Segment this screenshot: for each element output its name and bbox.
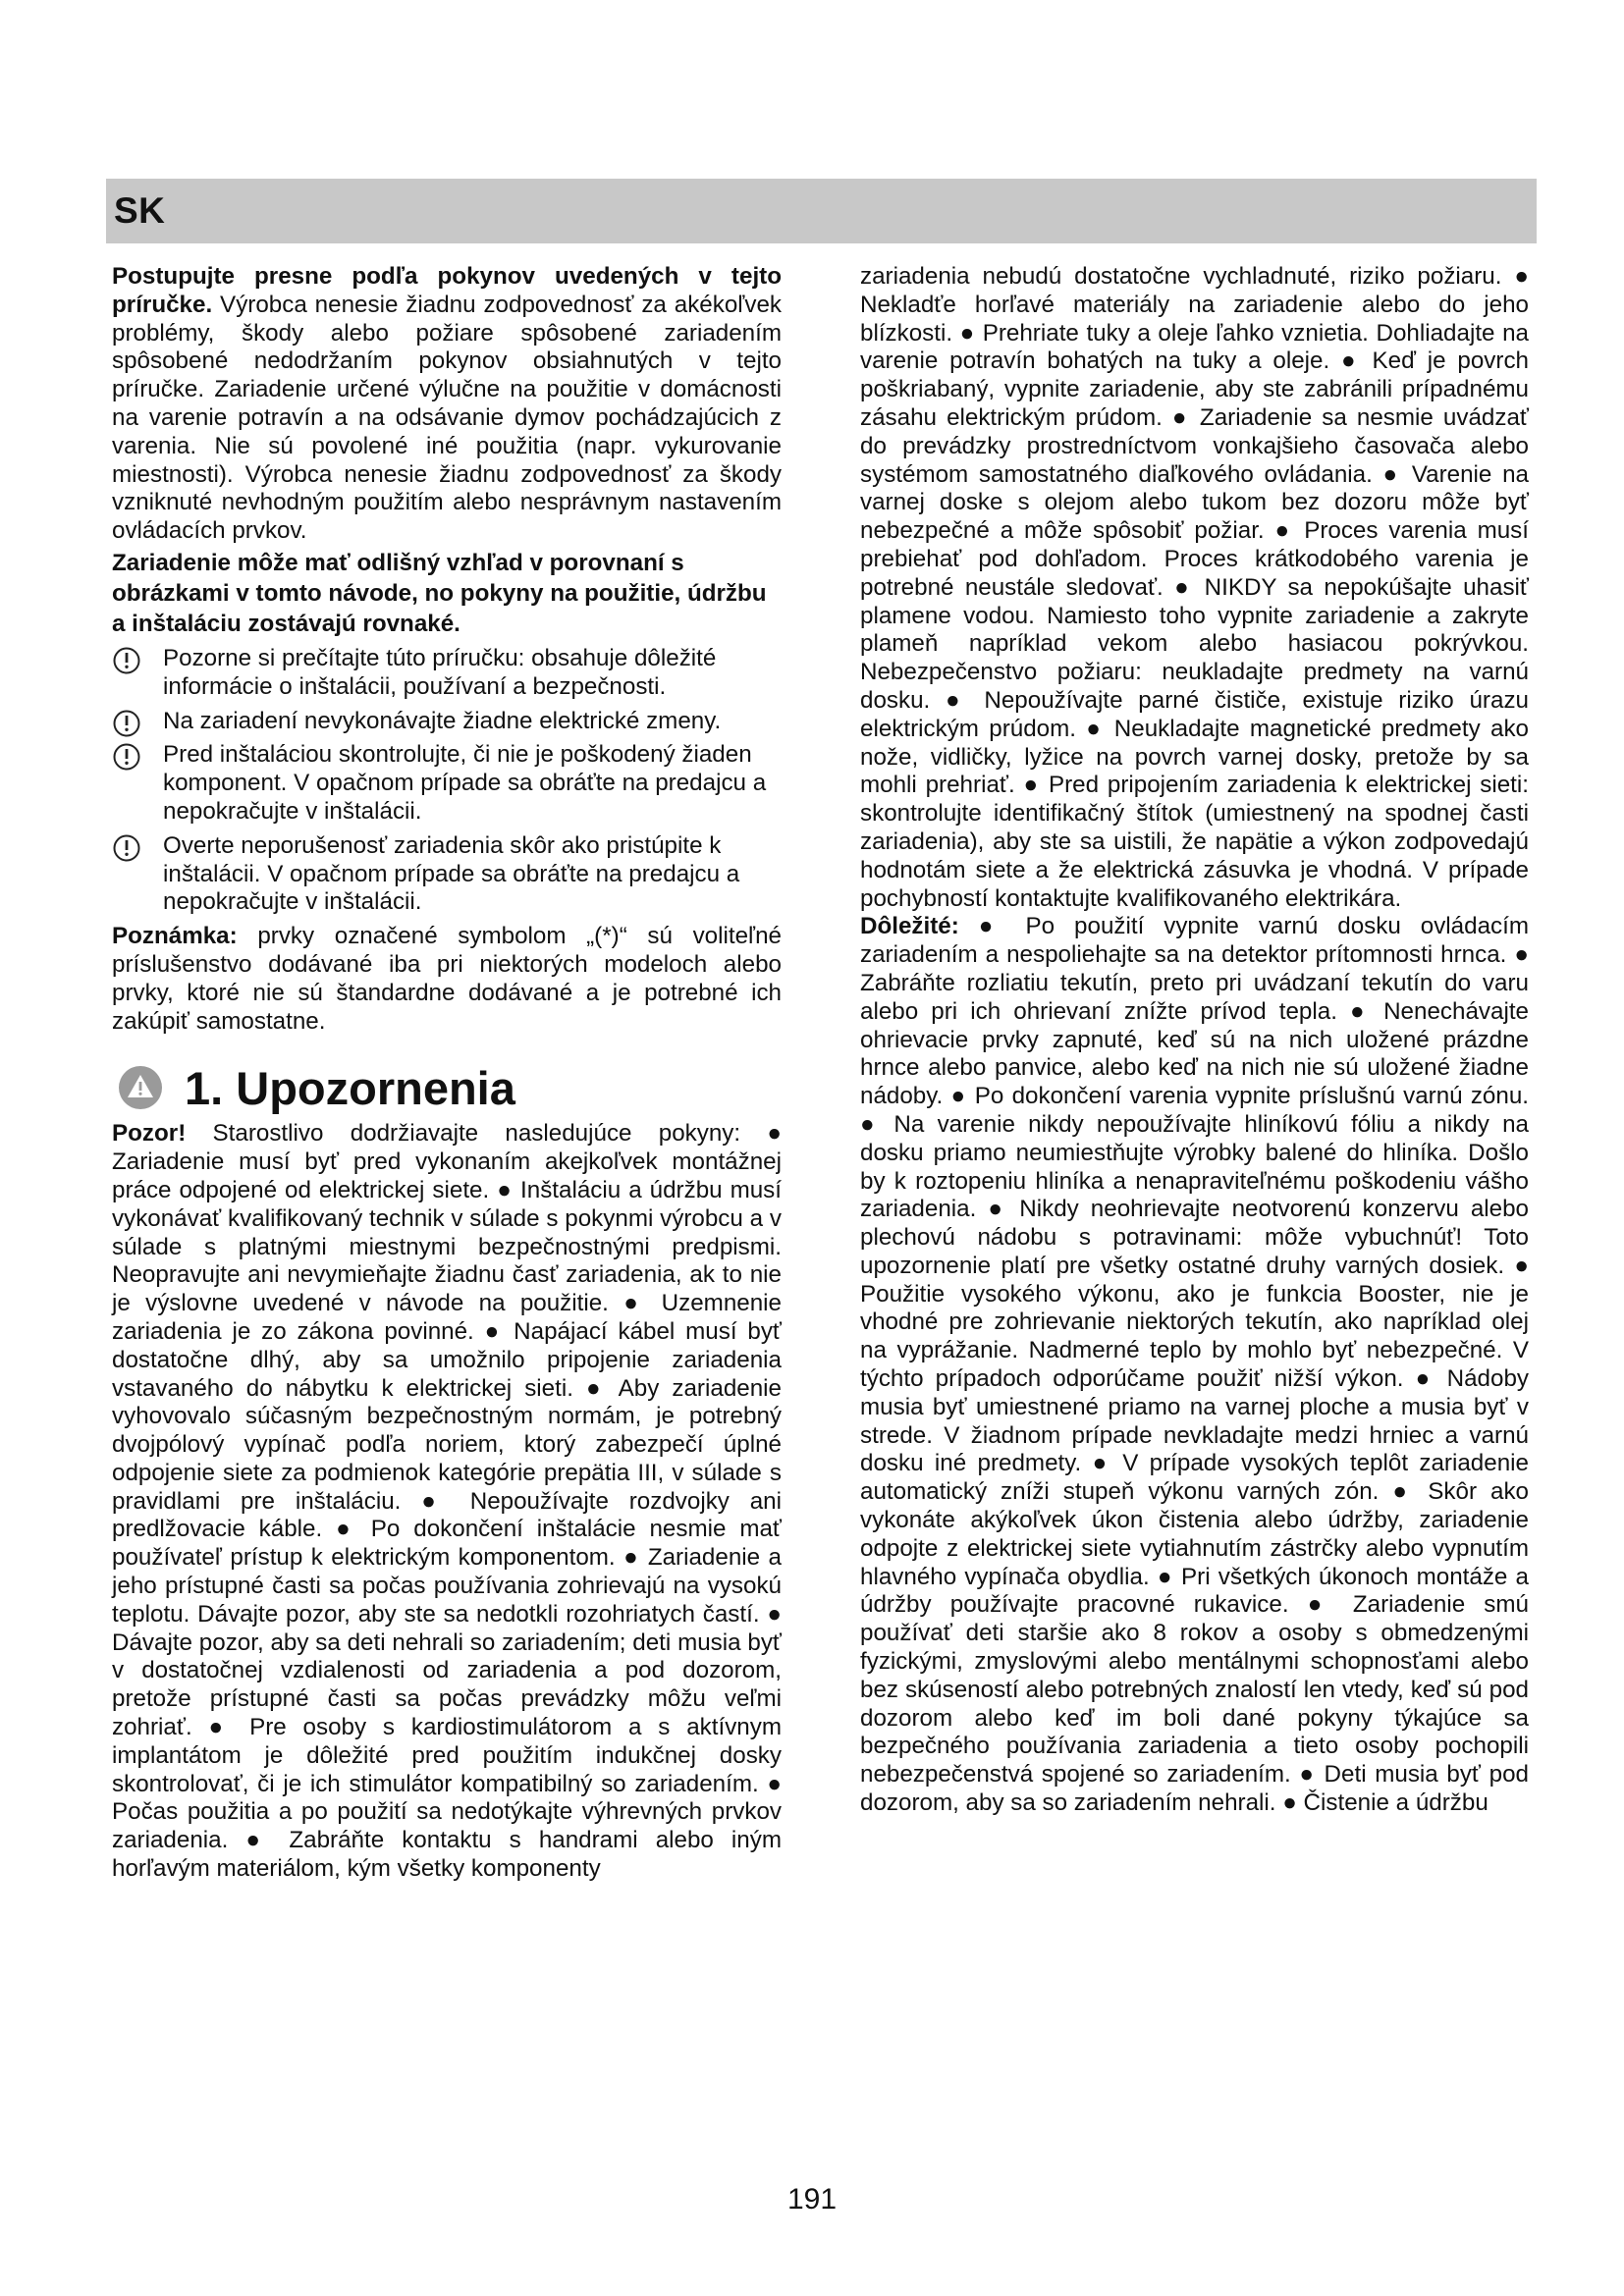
section-heading-row <box>112 1061 782 1120</box>
language-code: SK <box>114 190 166 231</box>
warning-item <box>112 645 782 702</box>
warnings-continued: zariadenia nebudú dostatočne vychladnuté, riziko požiaru. ● Nekladťe horľavé materiály na zariadenie alebo do jeho blízkosti. ● Prehriate tuky a oleje ľahko vznietia. Dohliadajte na varenie potravín bohatých na tuky a oleje. ● Keď je povrch poškriabaný, vypnite zariadenie, aby ste zabránili prípadnému zásahu elektrickým prúdom. ● Zariadenie sa nesmie uvádzať do prevádzky prostredníctvom vonkajšieho časovača alebo systémom samostatného diaľkového ovládania. ● Varenie na varnej doske s olejom alebo tukom bez dozoru môže byť nebezpečné a môže spôsobiť požiar. ● Proces varenia musí prebiehať pod dohľadom. Proces krátkodobého varenia je potrebné neustále sledovať. ● NIKDY sa nepokúšajte uhasiť plamene vodou. Namiesto toho vypnite zariadenie a zakryte plameň napríklad vekom alebo hasiacou pokrývkou. Nebezpečenstvo požiaru: neukladajte predmety na varnú dosku. ● Nepoužívajte parné čističe, existuje riziko úrazu elektrickým prúdom. ● Neukladajte magnetické predmety ako nože, vidličky, lyžice na povrch varnej dosky, pretože by sa mohli prehriať. ● Pred pripojením zariadenia k elektrickej sieti: skontrolujte identifikačný štítok (umiestnený na spodnej časti zariadenia), aby ste sa uistili, že napätie a výkon zodpovedajú hodnotám siete a že elektrická zásuvka je vhodná. V prípade pochybností kontaktujte kvalifikovaného elektrikára. <box>860 263 1529 912</box>
left-column <box>112 263 782 1884</box>
page-number: 191 <box>786 2183 838 2216</box>
warning-text: Overte neporušenosť zariadenia skôr ako pristúpite k inštalácii. V opačnom prípade sa obráťte na predajcu a nepokračujte v inštalácii. <box>163 831 740 916</box>
warning-item <box>112 741 782 826</box>
warning-item <box>112 832 782 917</box>
note-text: prvky označené symbolom „(*)“ sú voliteľné príslušenstvo dodávané iba pri niektorých modeloch alebo prvky, ktoré nie sú štandardne dodávané a je potrebné ich zakúpiť samostatne. <box>112 923 782 1035</box>
important-paragraph <box>860 913 1529 1818</box>
important-text: ● Po použití vypnite varnú dosku ovládacím zariadením a nespoliehajte sa na detektor prítomnosti hrnca. ● Zabráňte rozliatiu tekutín, preto pri uvádzaní tekutín do varu alebo pri ich ohrievaní znížte prívod tepla. ● Nenechávajte ohrievacie prvky zapnuté, keď sú na nich uložené prázdne hrnce alebo panvice, alebo keď na nich nie sú uložené žiadne nádoby. ● Po dokončení varenia vypnite príslušnú varnú zónu. ● Na varenie nikdy nepoužívajte hliníkovú fóliu a nikdy na dosku priamo neumiestňujte výrobky balené do hliníka. Došlo by k roztopeniu hliníka a nenapraviteľnému poškodeniu vášho zariadenia. ● Nikdy neohrievajte neotvorenú konzervu alebo plechovú nádobu s potravinami: môže vybuchnúť! Toto upozornenie platí pre všetky ostatné druhy varných dosiek. ● Použitie vysokého výkonu, ako je funkcia Booster, nie je vhodné pre zohrievanie niektorých tekutín, ako napríklad olej na vyprážanie. Nadmerné teplo by mohlo byť nebezpečné. V týchto prípadoch odporúčame použiť nižší výkon. ● Nádoby musia byť umiestnené priamo na varnej ploche a musia byť v strede. V žiadnom prípade nevkladajte medzi hrniec a varnú dosku iné predmety. ● V prípade vysokých teplôt zariadenie automatický zníži stupeň výkonu varných zón. ● Skôr ako vykonáte akýkoľvek úkon čistenia alebo údržby, zariadenie odpojte z elektrickej siete vytiahnutím zástrčky alebo vypnutím hlavného vypínača obydlia. ● Pri všetkých úkonoch montáže a údržby používajte pracovné rukavice. ● Zariadenie smú používať deti staršie ako 8 rokov a osoby s obmedzenými fyzickými, zmyslovými alebo mentálnymi schopnosťami alebo bez skúseností alebo potrebných znalostí len vtedy, keď sú pod dozorom alebo keď im boli dané pokyny týkajúce sa bezpečného používania zariadenia a tieto osoby pochopili nebezpečenstvá spojené so zariadením. ● Deti musia byť pod dozorom, aby sa so zariadením nehrali. ● Čistenie a údržbu <box>860 913 1529 1817</box>
intro-lead-bold: Postupujte presne podľa pokynov uvedených v tejto príručke. <box>112 263 782 318</box>
warning-triangle-icon <box>118 1065 163 1110</box>
note-paragraph <box>112 923 782 1036</box>
warnings-paragraph <box>112 1120 782 1884</box>
warning-item <box>112 708 782 736</box>
language-header-bar <box>106 179 1537 243</box>
warning-text: Pozorne si prečítajte túto príručku: obsahuje dôležité informácie o inštalácii, používaní a bezpečnosti. <box>163 644 717 700</box>
warnings-text: Starostlivo dodržiavajte nasledujúce pokyny: ● Zariadenie musí byť pred vykonaním akejkoľvek montážnej práce odpojené od elektrickej siete. ● Inštaláciu a údržbu musí vykonávať kvalifikovaný technik v súlade s pokynmi výrobcu a v súlade s platnými miestnymi bezpečnostnými predpismi. Neopravujte ani nevymieňajte žiadnu časť zariadenia, ak to nie je výslovne uvedené v návode na použitie. ● Uzemnenie zariadenia je zo zákona povinné. ● Napájací kábel musí byť dostatočne dlhý, aby sa umožnilo pripojenie zariadenia vstavaného do nábytku k elektrickej sieti. ● Aby zariadenie vyhovovalo súčasným bezpečnostným normám, je potrebný dvojpólový vypínač podľa noriem, ktorý zabezpečí úplné odpojenie siete za podmienok kategórie prepätia III, v súlade s pravidlami pre inštaláciu. ● Nepoužívajte rozdvojky ani predlžovacie káble. ● Po dokončení inštalácie nesmie mať používateľ prístup k elektrickým komponentom. ● Zariadenie a jeho prístupné časti sa počas používania zohrievajú na vysokú teplotu. Dávajte pozor, aby ste sa nedotkli rozohriatych častí. ● Dávajte pozor, aby sa deti nehrali so zariadením; deti musia byť v dostatočnej vzdialenosti od zariadenia a pod dozorom, pretože prístupné časti sa počas prevádzky môžu veľmi zohriať. ● Pre osoby s kardiostimulátorom a s aktívnym implantátom je dôležité pred použitím indukčnej dosky skontrolovať, či je ich stimulátor kompatibilný so zariadením. ● Počas použitia a po použití sa nedotýkajte výhrevných prvkov zariadenia. ● Zabráňte kontaktu s handrami alebo iným horľavým materiálom, kým všetky komponenty <box>112 1120 782 1883</box>
right-column <box>860 263 1529 1818</box>
section-title: 1. Upozornenia <box>185 1062 515 1115</box>
note-label: Poznámka: <box>112 923 238 950</box>
warning-text: Na zariadení nevykonávajte žiadne elektrické zmeny. <box>163 707 722 734</box>
warning-circle-icon <box>112 709 141 738</box>
intro-lead-text: Výrobca nenesie žiadnu zodpovednosť za akékoľvek problémy, škody alebo požiare spôsobené zariadením spôsobené nedodržaním pokynov obsiahnutých v tejto príručke. Zariadenie určené výlučne na použitie v domácnosti na varenie potravín a na odsávanie dymov pochádzajúcich z varenia. Nie sú povolené iné použitia (napr. vykurovanie miestnosti). Výrobca nenesie žiadnu zodpovednosť za škody vzniknuté nevhodným použitím alebo nesprávnym nastavením ovládacích prvkov. <box>112 291 782 545</box>
warning-circle-icon <box>112 833 141 863</box>
warning-circle-icon <box>112 742 141 772</box>
warning-text: Pred inštaláciou skontrolujte, či nie je poškodený žiaden komponent. V opačnom prípade sa obráťte na predajcu a nepokračujte v inštalácii. <box>163 741 767 825</box>
intro-paragraph <box>112 263 782 546</box>
caution-label: Pozor! <box>112 1120 187 1148</box>
appearance-note: Zariadenie môže mať odlišný vzhľad v porovnaní s obrázkami v tomto návode, no pokyny na použitie, údržbu a inštaláciu zostávajú rovnaké. <box>112 549 767 637</box>
important-label: Dôležité: <box>860 913 959 940</box>
warning-circle-icon <box>112 646 141 675</box>
